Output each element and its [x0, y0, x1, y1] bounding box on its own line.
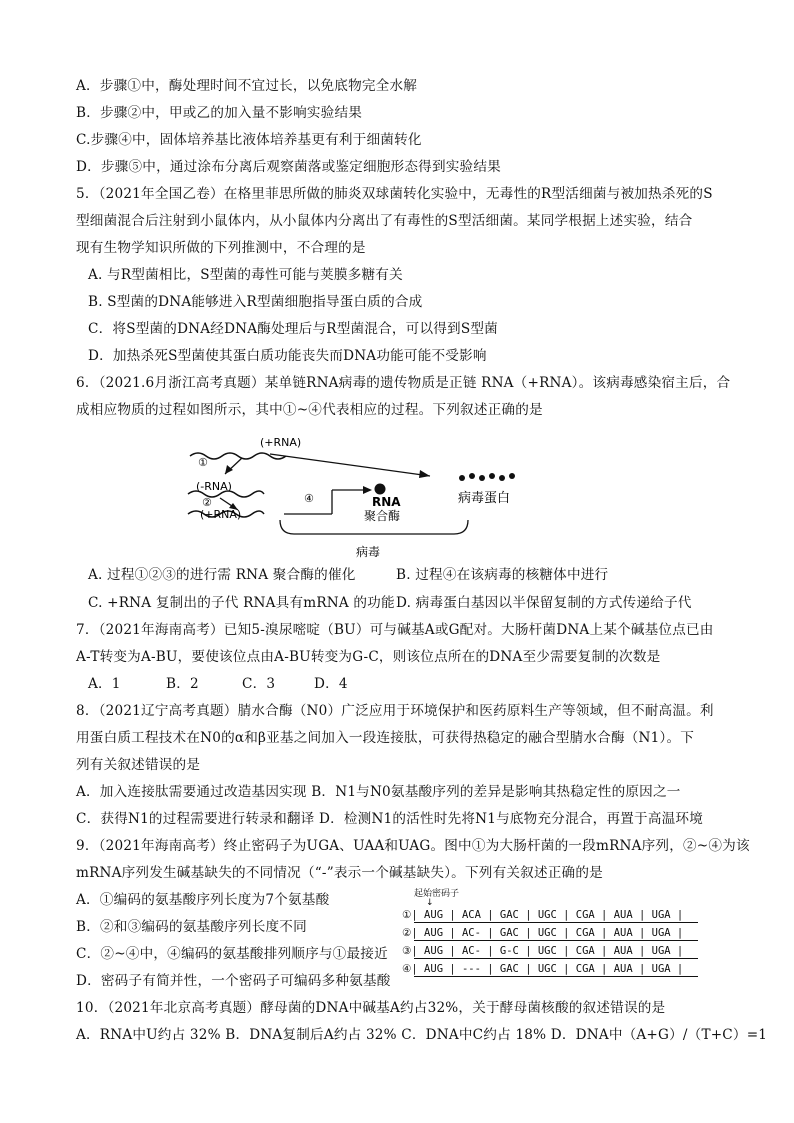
q4-option-b: B．步骤②中，甲或乙的加入量不影响实验结果: [76, 105, 363, 121]
q5-stem-line2: 型细菌混合后注射到小鼠体内，从小鼠体内分离出了有毒性的S型活细菌。某同学根据上述实验，结合: [76, 213, 693, 229]
row-divider: [414, 976, 698, 977]
diagram-step2: ②: [202, 496, 212, 509]
q6-option-c: C. +RNA 复制出的子代 RNA具有mRNA 的功能: [88, 595, 395, 611]
q5-option-b: B. S型菌的DNA能够进入R型菌细胞指导蛋白质的合成: [88, 294, 423, 310]
q4-option-a: A．步骤①中，酶处理时间不宜过长，以免底物完全水解: [76, 78, 418, 94]
arrow-head-step4: [363, 486, 372, 494]
diagram-step1: ①: [198, 456, 208, 469]
q7-stem-line1: 7．（2021年海南高考）已知5-溴尿嘧啶（BU）可与碱基A或G配对。大肠杆菌DNA上某个碱基位点已由: [76, 622, 714, 638]
q6-option-a: A. 过程①②③的进行需 RNA 聚合酶的催化: [88, 567, 356, 583]
q6-option-d: D. 病毒蛋白基因以半保留复制的方式传递给子代: [396, 595, 692, 611]
q9-stem-line2: mRNA序列发生碱基缺失的不同情况（“-”表示一个碱基缺失）。下列有关叙述正确的是: [76, 865, 603, 881]
arrow-to-protein: [270, 454, 430, 476]
row-divider: [414, 922, 698, 923]
q9-option-c: C．②~④中，④编码的氨基酸排列顺序与①最接近: [76, 946, 388, 962]
mrna-row-4: ④| AUG | --- | GAC | UGC | CGA | AUA | UGA |: [402, 963, 684, 975]
protein-dot: [489, 473, 495, 479]
protein-dot: [469, 473, 475, 479]
q4-option-c: C.步骤④中，固体培养基比液体培养基更有利于细菌转化: [76, 132, 422, 148]
diagram-rna-pol-line2: 聚合酶: [364, 509, 401, 523]
protein-dot: [459, 475, 465, 481]
q9-option-a: A．①编码的氨基酸序列长度为7个氨基酸: [76, 892, 330, 908]
q6-option-b: B. 过程④在该病毒的核糖体中进行: [396, 567, 609, 583]
q9-stem-line1: 9．（2021年海南高考）终止密码子为UGA、UAA和UAG。图中①为大肠杆菌的一段mRNA序列，②~④为该: [76, 838, 750, 854]
mrna-row-2: ②| AUG | AC- | GAC | UGC | CGA | AUA | UGA |: [402, 927, 684, 939]
arrow-head-protein: [419, 470, 430, 478]
q7-option-d: D．4: [314, 676, 348, 692]
q10-options: A．RNA中U约占 32% B．DNA复制后A约占 32% C．DNA中C约占 18% D．DNA中（A+G）/（T+C）=1: [76, 1027, 768, 1043]
q7-option-b: B．2: [166, 676, 199, 692]
row-divider: [414, 940, 698, 941]
q6-stem-line2: 成相应物质的过程如图所示，其中①~④代表相应的过程。下列叙述正确的是: [76, 402, 543, 418]
q8-stem-line1: 8．（2021辽宁高考真题）腈水合酶（N0）广泛应用于环境保护和医药原料生产等领域，但不耐高温。利: [76, 703, 714, 719]
q8-options-cd: C．获得N1的过程需要进行转录和翻译 D．检测N1的活性时先将N1与底物充分混合，再置于高温环境: [76, 811, 704, 827]
protein-dot: [499, 475, 505, 481]
q7-stem-line2: A-T转变为A-BU，要使该位点由A-BU转变为G-C，则该位点所在的DNA至少需要复制的次数是: [76, 649, 661, 665]
q8-options-ab: A．加入连接肽需要通过改造基因实现 B．N1与N0氨基酸序列的差异是影响其热稳定性的原因之一: [76, 784, 681, 800]
diagram-step4: ④: [304, 492, 314, 505]
q8-stem-line3: 列有关叙述错误的是: [76, 757, 201, 773]
diagram-rna-pol-line1: RNA: [372, 495, 401, 509]
row-divider: [414, 958, 698, 959]
q8-stem-line2: 用蛋白质工程技术在N0的α和β亚基之间加入一段连接肽，可获得热稳定的融合型腈水合酶（N1）。下: [76, 730, 695, 746]
q5-stem-line1: 5．（2021年全国乙卷）在格里菲思所做的肺炎双球菌转化实验中，无毒性的R型活细菌与被加热杀死的S: [76, 186, 713, 202]
diagram-virus-protein: 病毒蛋白: [458, 491, 511, 506]
q5-stem-line3: 现有生物学知识所做的下列推测中，不合理的是: [76, 240, 366, 256]
diagram-plus-rna: (+RNA): [200, 508, 242, 521]
q5-option-c: C．将S型菌的DNA经DNA酶处理后与R型菌混合，可以得到S型菌: [88, 321, 498, 337]
mrna-row-1: ①| AUG | ACA | GAC | UGC | CGA | AUA | UGA |: [402, 909, 684, 921]
start-codon-label: 起始密码子: [414, 889, 460, 899]
mrna-sequence-figure: [398, 886, 708, 978]
q9-option-d: D．密码子有简并性，一个密码子可编码多种氨基酸: [76, 973, 391, 989]
q6-stem-line1: 6．（2021.6月浙江高考真题）某单链RNA病毒的遗传物质是正链 RNA（+RNA）。该病毒感染宿主后，合: [76, 375, 731, 391]
diagram-top-label: (+RNA): [260, 436, 302, 449]
q9-option-b: B．②和③编码的氨基酸序列长度不同: [76, 919, 307, 935]
q5-option-a: A. 与R型菌相比，S型菌的毒性可能与荚膜多糖有关: [88, 267, 403, 283]
diagram-minus-rna: (-RNA): [196, 480, 232, 493]
virus-replication-diagram: [180, 432, 560, 562]
q7-option-c: C．3: [242, 676, 276, 692]
q10-stem: 10．（2021年北京高考真题）酵母菌的DNA中碱基A约占32%，关于酵母菌核酸的叙述错误的是: [76, 1000, 666, 1016]
rna-polymerase-dot: [375, 484, 386, 495]
q5-option-d: D．加热杀死S型菌使其蛋白质功能丧失而DNA功能可能不受影响: [88, 348, 487, 364]
diagram-virus: 病毒: [356, 545, 381, 559]
negative-rna-strand: [188, 491, 264, 497]
q4-option-d: D．步骤⑤中，通过涂布分离后观察菌落或鉴定细胞形态得到实验结果: [76, 159, 501, 175]
down-arrow-icon: ↓: [426, 898, 434, 908]
mrna-row-3: ③| AUG | AC- | G-C | UGC | CGA | AUA | UGA |: [402, 945, 684, 957]
protein-dot: [479, 475, 485, 481]
protein-dot: [509, 473, 515, 479]
arrow-head-step1: [225, 465, 233, 474]
q7-option-a: A．1: [88, 676, 121, 692]
